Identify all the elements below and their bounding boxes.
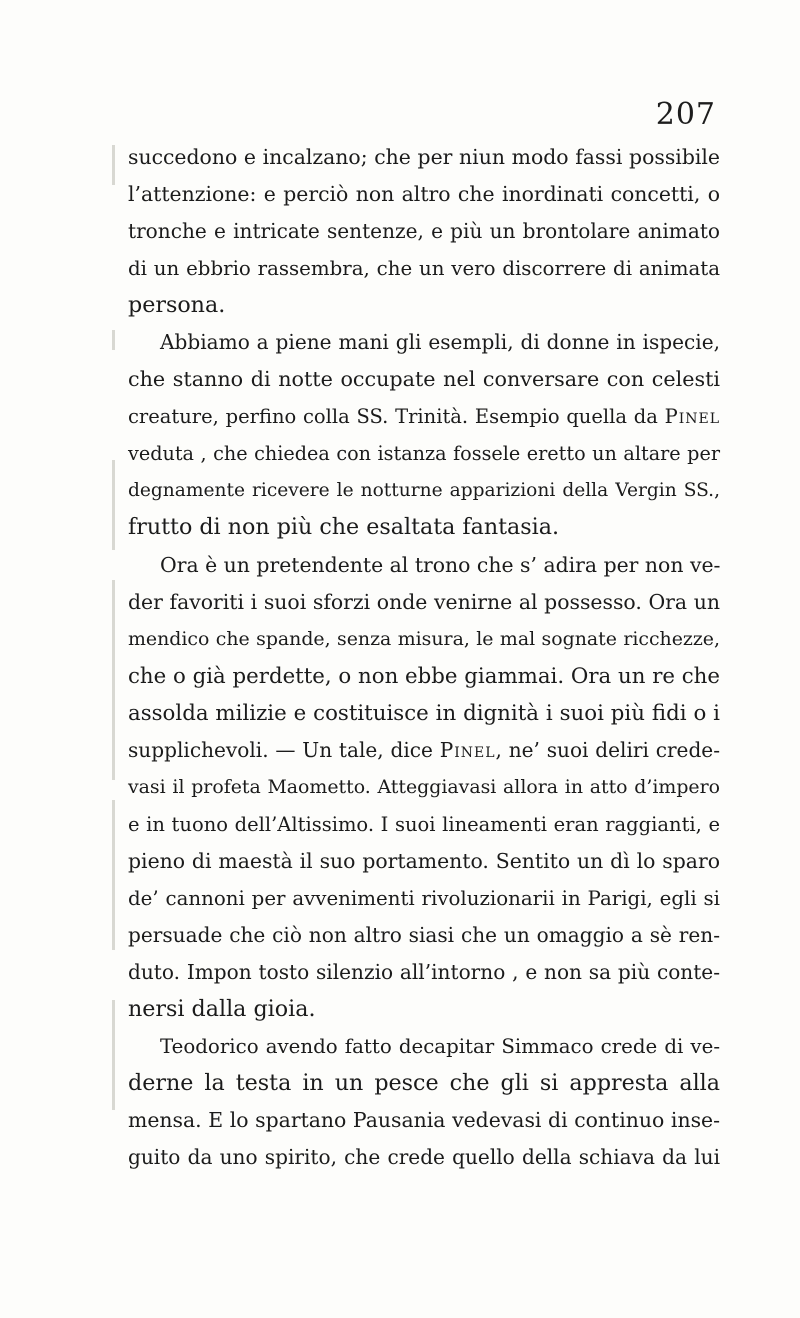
text-line: duto. Impon tosto silenzio all’intorno , e non sa più conte-	[128, 960, 720, 985]
text-line: der favoriti i suoi sforzi onde venirne al possesso. Ora un	[128, 589, 720, 614]
text-line: frutto di non più che esaltata fantasia.	[128, 514, 560, 541]
text-line: e in tuono dell’Altissimo. I suoi lineamenti eran raggianti, e	[128, 812, 720, 836]
text-line: di un ebbrio rassembra, che un vero discorrere di animata	[128, 257, 720, 281]
text-line: guito da uno spirito, che crede quello della schiava da lui	[128, 1145, 720, 1170]
author-name-pinel: Pinel	[664, 405, 720, 429]
text-line: l’attenzione: e perciò non altro che inordinati concetti, o	[128, 182, 720, 207]
paragraph-start-line: Ora è un pretendente al trono che s’ adira per non ve-	[160, 552, 721, 577]
binding-shadow	[112, 330, 115, 350]
text-line: de’ cannoni per avvenimenti rivoluzionarii in Parigi, egli si	[128, 886, 720, 910]
binding-shadow	[112, 145, 115, 185]
text-line: che stanno di notte occupate nel conversare con celesti	[128, 367, 720, 392]
text-line: derne la testa in un pesce che gli si appresta alla	[128, 1070, 720, 1097]
binding-shadow	[112, 460, 115, 550]
text-line: che o già perdette, o non ebbe giammai. Ora un re che	[128, 663, 720, 689]
paragraph-start-line: Abbiamo a piene mani gli esempli, di donne in ispecie,	[160, 330, 720, 355]
text-line: pieno di maestà il suo portamento. Sentito un dì lo sparo	[128, 848, 720, 873]
text-line: assolda milizie e costituisce in dignità i suoi più fidi o i	[128, 700, 720, 726]
text-line: degnamente ricevere le notturne apparizioni della Vergin SS.,	[128, 480, 720, 502]
author-name-pinel: Pinel	[439, 737, 496, 762]
text-line: supplichevoli. — Un tale, dice Pinel, ne’ suoi deliri crede-	[128, 737, 720, 762]
text-line: succedono e incalzano; che per niun modo fassi possibile	[128, 145, 720, 169]
text-line: persona.	[128, 292, 226, 319]
paragraph-start-line: Teodorico avendo fatto decapitar Simmaco crede di ve-	[160, 1035, 720, 1059]
text-line: nersi dalla gioia.	[128, 996, 316, 1023]
text-line: persuade che ciò non altro siasi che un omaggio a sè ren-	[128, 922, 720, 947]
body-text	[128, 139, 720, 1176]
binding-shadow	[112, 1000, 115, 1110]
text-line: mendico che spande, senza misura, le mal sognate ricchezze,	[128, 627, 720, 650]
text-line: tronche e intricate sentenze, e più un brontolare animato	[128, 219, 720, 244]
text-line: vasi il profeta Maometto. Atteggiavasi allora in atto d’impero	[128, 775, 720, 798]
page-number: 207	[655, 97, 716, 132]
text-line: veduta , che chiedea con istanza fossele eretto un altare per	[128, 442, 720, 466]
text-line: mensa. E lo spartano Pausania vedevasi di continuo inse-	[128, 1108, 720, 1133]
binding-shadow	[112, 800, 115, 950]
text-line: creature, perfino colla SS. Trinità. Esempio quella da Pinel	[128, 405, 720, 429]
binding-shadow	[112, 580, 115, 780]
